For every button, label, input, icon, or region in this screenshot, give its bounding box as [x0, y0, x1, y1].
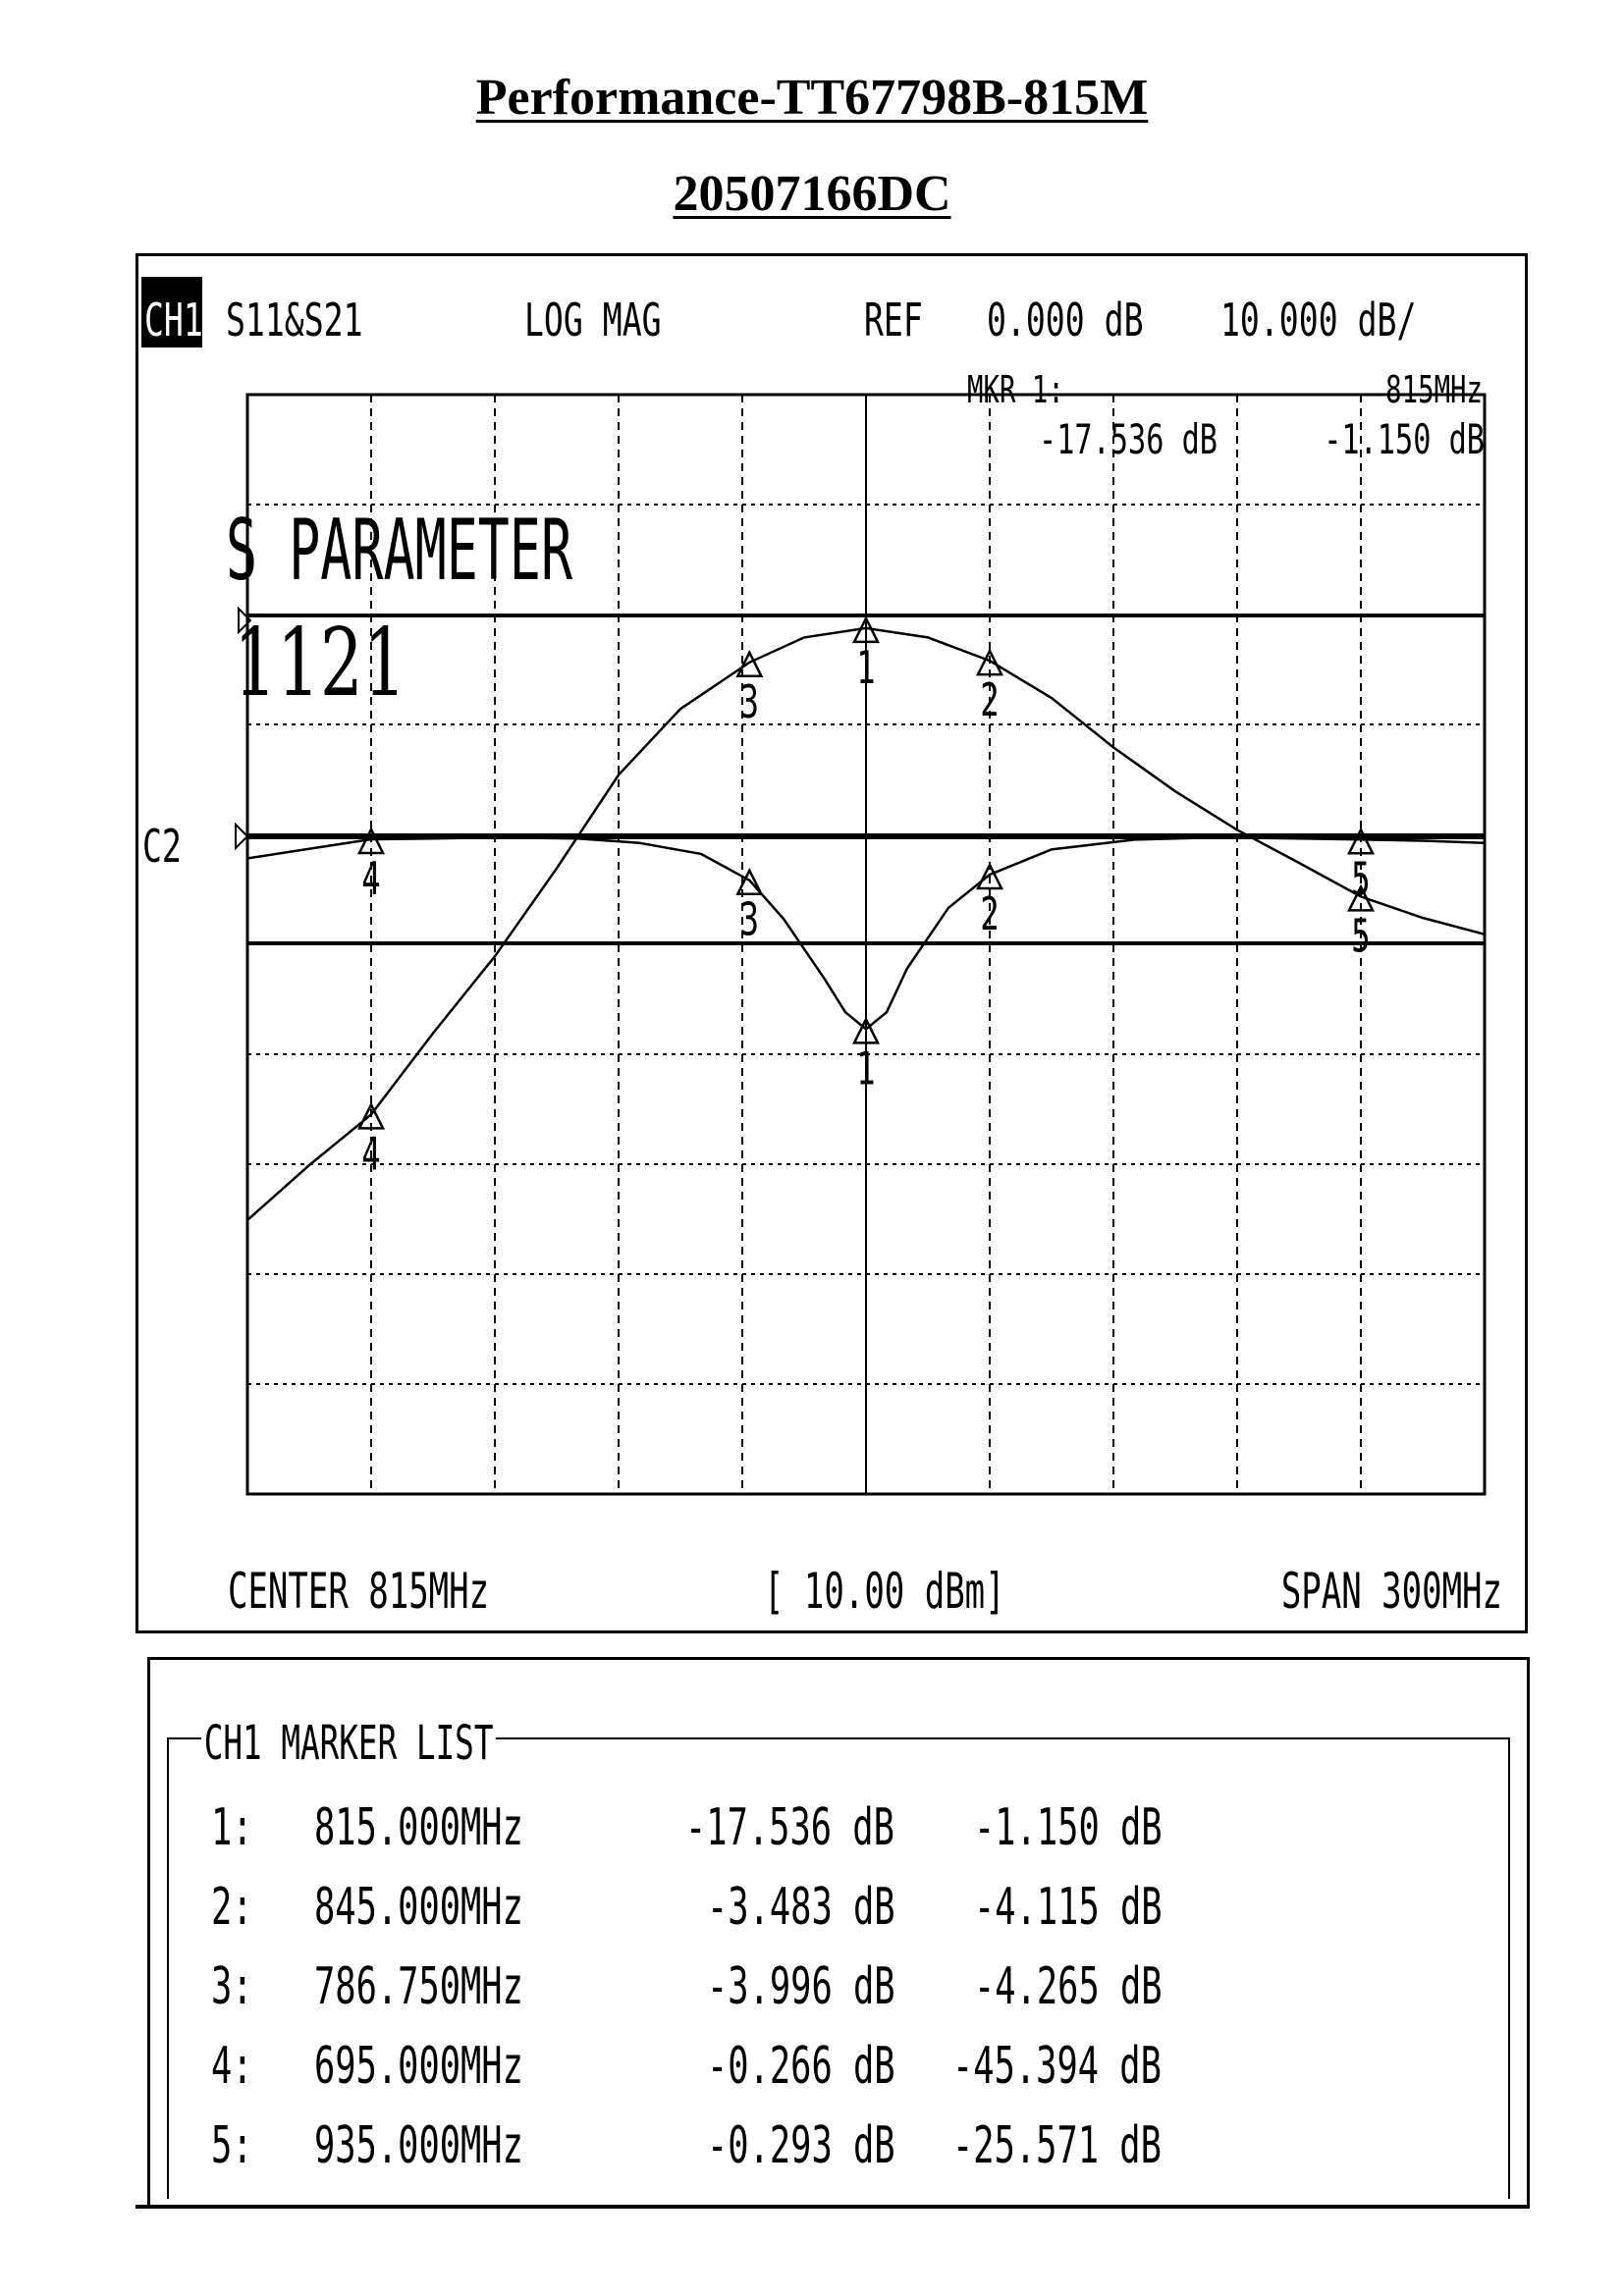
page-bottom-rule — [135, 2205, 1530, 2209]
trace-title: S PARAMETER — [226, 501, 573, 600]
source-power: [ 10.00 dBm] — [764, 1563, 1005, 1621]
marker-row-4-s11: -0.266 dB — [707, 2037, 895, 2096]
marker-row-5-s11: -0.293 dB — [707, 2116, 895, 2175]
marker-3-s11-label: 3 — [739, 894, 760, 947]
marker-row-5-index: 5: — [211, 2116, 253, 2175]
c2-pointer-icon — [236, 825, 247, 848]
marker-5-s21-label: 5 — [1351, 910, 1371, 963]
marker-row-4-s21: -45.394 dB — [952, 2037, 1162, 2096]
ref-value: 0.000 dB — [987, 294, 1144, 347]
format-label: LOG MAG — [524, 294, 662, 347]
ref-label: REF — [864, 294, 923, 347]
marker-row-3-s11: -3.996 dB — [707, 1957, 895, 2016]
marker-row-5-freq: 935.000MHz — [314, 2116, 523, 2175]
scale-value: 10.000 dB/ — [1220, 294, 1417, 347]
marker-1-s21-label: 1 — [856, 642, 876, 695]
marker-row-5-s21: -25.571 dB — [952, 2116, 1162, 2175]
measurement-label: S11&S21 — [226, 294, 363, 347]
marker-4-s21-label: 4 — [361, 1128, 381, 1181]
marker-3-s21-triangle — [737, 653, 761, 676]
marker-row-1-s21: -1.150 dB — [974, 1798, 1163, 1857]
center-frequency: CENTER 815MHz — [228, 1563, 490, 1621]
marker-2-s21-label: 2 — [980, 674, 1000, 727]
marker-row-1-index: 1: — [211, 1798, 253, 1857]
marker-row-4-freq: 695.000MHz — [314, 2037, 523, 2096]
marker-4-s11-label: 4 — [361, 853, 381, 906]
active-marker-s21: -1.150 dB — [1324, 414, 1486, 464]
channel-badge: CH1 — [144, 294, 203, 347]
marker-5-s11-label: 5 — [1351, 853, 1371, 906]
document-title: Performance-TT67798B-815M — [475, 70, 1149, 126]
marker-row-3-index: 3: — [211, 1957, 253, 2016]
trace-number: 1121 — [234, 607, 406, 718]
span-frequency: SPAN 300MHz — [1280, 1563, 1502, 1621]
marker-row-4-index: 4: — [211, 2037, 253, 2096]
marker-row-2-freq: 845.000MHz — [314, 1878, 523, 1937]
active-marker-s11: -17.536 dB — [1039, 414, 1218, 464]
marker-row-2-index: 2: — [211, 1878, 253, 1937]
marker-row-1-s11: -17.536 dB — [685, 1798, 894, 1857]
active-marker-freq: 815MHz — [1385, 367, 1483, 412]
marker-row-3-s21: -4.265 dB — [974, 1957, 1163, 2016]
marker-3-s21-label: 3 — [739, 676, 760, 729]
active-marker-label: MKR 1: — [967, 367, 1064, 412]
marker-row-2-s21: -4.115 dB — [974, 1878, 1163, 1937]
marker-2-s11-label: 2 — [980, 888, 1000, 941]
c2-label: C2 — [142, 821, 182, 874]
marker-row-1-freq: 815.000MHz — [314, 1798, 523, 1857]
document-subtitle: 20507166DC — [673, 166, 951, 222]
marker-row-2-s11: -3.483 dB — [707, 1878, 895, 1937]
marker-list-title: CH1 MARKER LIST — [201, 1716, 496, 1771]
marker-row-3-freq: 786.750MHz — [314, 1957, 523, 2016]
marker-1-s11-label: 1 — [856, 1042, 876, 1095]
